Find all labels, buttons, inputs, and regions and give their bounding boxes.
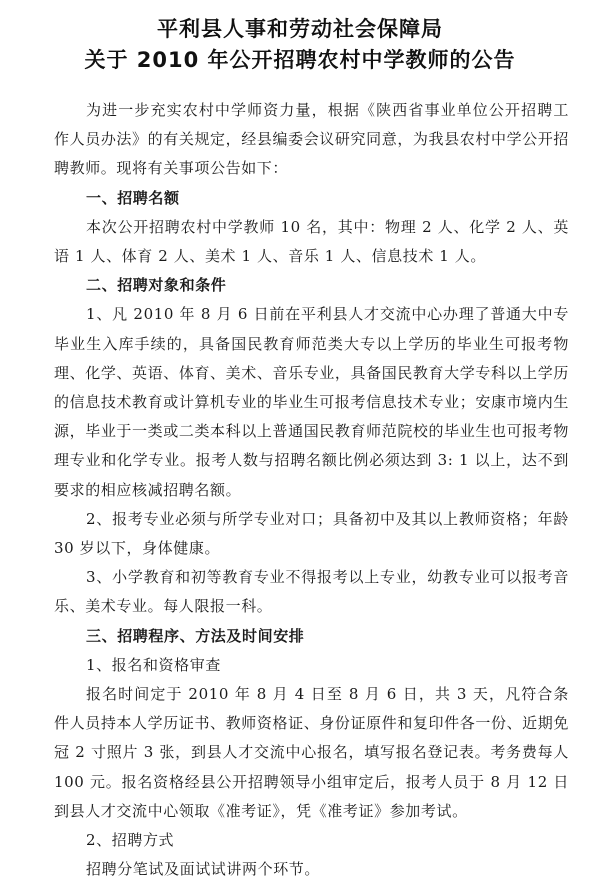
document-body: [54, 96, 569, 884]
section-1-heading: 一、招聘名额: [86, 188, 180, 207]
section-3-sub-2-paragraph: 招聘分笔试及面试试讲两个环节。: [86, 860, 321, 879]
section-2-item-1: 1、凡 2010 年 8 月 6 日前在平利县人才交流中心办理了普通大中专毕业生入库手续的，具备国民教育师范类大专以上学历的毕业生可报考物理、化学、英语、体育、美术、音乐专业，具备国民教育大学专科以上学历的信息技术教育或计算机专业的毕业生可报考信息技术专业；安康市境内生源，毕业于一类或二类本科以上普通国民教育师范院校的毕业生也可报考物理专业和化学专业。报考人数与招聘名额比例必须达到 3: 1 以上，达不到要求的相应核减招聘名额。: [54, 305, 569, 499]
section-2-heading: 二、招聘对象和条件: [86, 276, 227, 295]
document-title-issuer: 平利县人事和劳动社会保障局: [157, 17, 443, 41]
section-2-item-2: 2、报考专业必须与所学专业对口；具备初中及其以上教师资格；年龄 30 岁以下，身体健康。: [54, 509, 569, 558]
section-2-item-3: 3、小学教育和初等教育专业不得报考以上专业，幼教专业可以报考音乐、美术专业。每人限报一科。: [54, 568, 569, 616]
section-3-sub-1-paragraph: 报名时间定于 2010 年 8 月 4 日至 8 月 6 日，共 3 天，凡符合条件人员持本人学历证书、教师资格证、身份证原件和复印件各一份、近期免冠 2 寸照片 3 张，到县人才交流中心报名，填写报名登记表。考务费每人 100 元。报名资格经县公开招聘领导小组审定后，报考人员于 8 月 12 日到县人才交流中心领取《准考证》，凭《准考证》参加考试。: [54, 685, 569, 820]
intro-paragraph: 为进一步充实农村中学师资力量，根据《陕西省事业单位公开招聘工作人员办法》的有关规定，经县编委会议研究同意，为我县农村中学公开招聘教师。现将有关事项公告如下：: [54, 101, 569, 178]
section-1-paragraph: 本次公开招聘农村中学教师 10 名，其中：物理 2 人、化学 2 人、英语 1 人、体育 2 人、美术 1 人、音乐 1 人、信息技术 1 人。: [54, 217, 569, 266]
section-3-sub-2-heading: 2、招聘方式: [86, 831, 175, 850]
section-3-heading: 三、招聘程序、方法及时间安排: [86, 626, 305, 645]
section-3-sub-1-heading: 1、报名和资格审查: [86, 655, 221, 674]
document-title-subject: 关于 2010 年公开招聘农村中学教师的公告: [84, 48, 516, 72]
